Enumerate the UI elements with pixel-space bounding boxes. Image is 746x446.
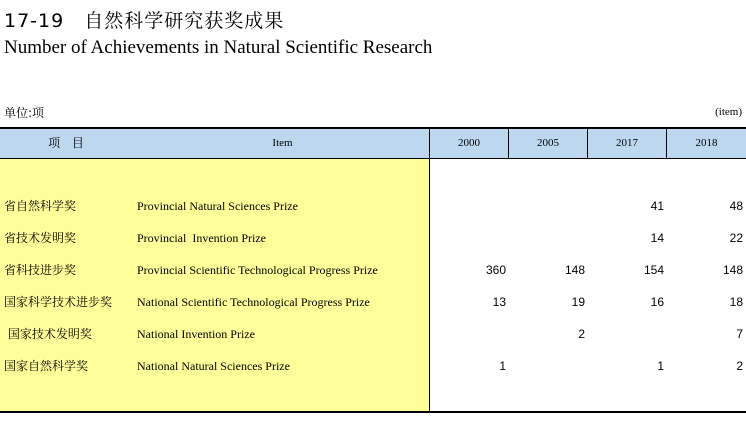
row-name-en: Provincial Invention Prize	[137, 231, 266, 245]
table-row	[0, 356, 746, 376]
header-item-cn: 项 目	[48, 136, 88, 150]
header-year-2005: 2005	[537, 137, 559, 149]
header-year-2017: 2017	[616, 137, 638, 149]
cell-2018: 148	[722, 263, 743, 277]
row-name-en: National Scientific Technological Progress Prize	[137, 295, 370, 309]
table-bottom-rule	[0, 411, 746, 413]
table-row	[0, 196, 746, 216]
row-name-cn: 省科技进步奖	[4, 263, 77, 277]
unit-label-chinese: 单位:项	[4, 106, 45, 120]
cell-2005: 19	[571, 295, 585, 309]
page-title-chinese: 17-19 自然科学研究获奖成果	[4, 10, 285, 32]
table-row	[0, 260, 746, 280]
row-name-cn: 省技术发明奖	[4, 231, 77, 245]
row-name-cn: 国家自然科学奖	[4, 359, 89, 373]
cell-2018: 18	[729, 295, 743, 309]
row-name-cn: 国家技术发明奖	[4, 327, 92, 341]
row-name-en: Provincial Natural Sciences Prize	[137, 199, 298, 213]
data-table	[0, 127, 746, 413]
header-year-2000: 2000	[458, 137, 480, 149]
table-row	[0, 292, 746, 312]
header-item-en: Item	[272, 137, 293, 149]
cell-2000: 1	[499, 359, 506, 373]
table-row	[0, 324, 746, 344]
header-year-2018: 2018	[695, 137, 718, 149]
unit-label-english: (item)	[715, 106, 742, 118]
row-name-cn: 国家科学技术进步奖	[4, 295, 113, 309]
cell-2017: 41	[650, 199, 664, 213]
row-name-en: Provincial Scientific Technological Progress Prize	[137, 263, 378, 277]
cell-2018: 2	[736, 359, 743, 373]
cell-2017: 14	[650, 231, 664, 245]
table-row	[0, 228, 746, 248]
row-name-en: National Invention Prize	[137, 327, 255, 341]
cell-2018: 7	[736, 327, 743, 341]
cell-2017: 16	[650, 295, 664, 309]
row-name-cn: 省自然科学奖	[4, 199, 77, 213]
cell-2017: 1	[657, 359, 664, 373]
cell-2005: 2	[578, 327, 585, 341]
cell-2000: 360	[485, 263, 506, 277]
page-title-english: Number of Achievements in Natural Scientific Research	[4, 37, 433, 58]
cell-2018: 48	[729, 199, 743, 213]
cell-2017: 154	[643, 263, 664, 277]
cell-2000: 13	[492, 295, 506, 309]
cell-2018: 22	[729, 231, 743, 245]
cell-2005: 148	[564, 263, 585, 277]
row-name-en: National Natural Sciences Prize	[137, 359, 290, 373]
